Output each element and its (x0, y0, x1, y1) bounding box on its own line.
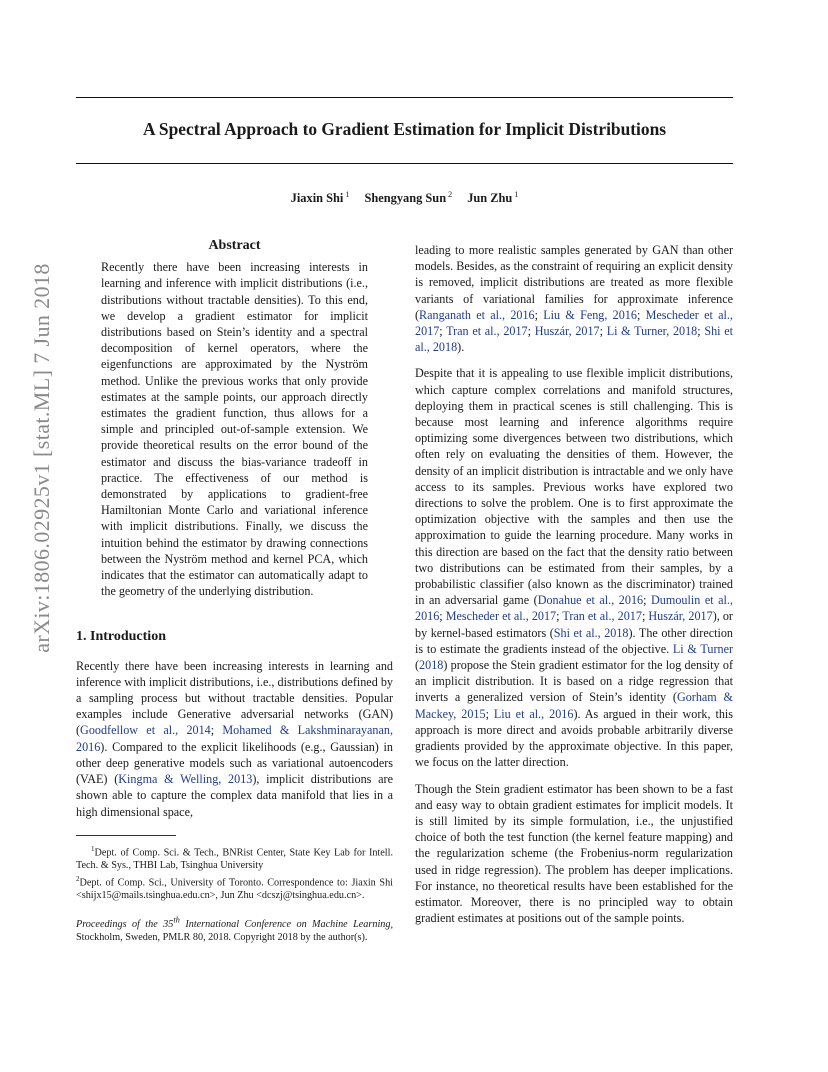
citation-link[interactable]: Huszár, 2017 (648, 609, 713, 624)
body-text: ( (415, 658, 420, 673)
body-text: ; (439, 324, 447, 339)
body-text: ; (636, 307, 646, 322)
author-list (76, 190, 733, 206)
author-name: Shengyang Sun (364, 191, 447, 206)
citation-link[interactable]: Li & Turner, 2018 (606, 324, 698, 339)
body-text: ; (641, 609, 649, 624)
citation-link[interactable]: Gorham & Mackey, 2015 (415, 690, 733, 721)
citation-link[interactable]: Huszár, 2017 (534, 324, 600, 339)
body-text: ) propose the Stein gradient estimator for the log density of an implicit distribution. It is based on a ridge regression that inverts a generalized version of Stein’s identity ( (415, 658, 733, 705)
abstract-heading: Abstract (208, 238, 261, 253)
body-paragraph (415, 242, 733, 355)
arxiv-identifier: arXiv:1806.02925v1 [stat.ML] 7 Jun 2018 (29, 263, 54, 653)
body-text: ). Compared to the explicit likelihoods (e.g., Gaussian) in other deep generative models such as variational autoencoders (VAE) ( (76, 739, 393, 787)
introduction-paragraph (76, 658, 393, 820)
proceedings-text: Proceedings of the 35 (76, 919, 174, 931)
body-text: ; (599, 324, 607, 339)
citation-link[interactable]: Goodfellow et al., 2014 (80, 723, 211, 738)
right-column (415, 242, 733, 926)
citation-link[interactable]: Liu et al., 2016 (493, 706, 574, 721)
title-rule-top (76, 97, 733, 98)
title-rule-bottom (76, 163, 733, 164)
body-text: ; (643, 593, 652, 608)
body-text: ; (556, 609, 563, 624)
paper-title: A Spectral Approach to Gradient Estimation for Implicit Distributions (142, 119, 667, 139)
footnote-1 (76, 843, 393, 873)
left-column (76, 238, 393, 945)
proceedings-ordinal: th (173, 914, 180, 925)
footnote-mark: 1 (91, 844, 95, 853)
author-name: Jun Zhu (467, 191, 513, 206)
body-text: ). The other direction is to estimate the gradients instead of the objective. (415, 625, 733, 656)
body-text: ). (457, 340, 465, 355)
citation-link[interactable]: Tran et al., 2017 (446, 324, 528, 339)
footnote-2 (76, 873, 393, 903)
author-affiliation-mark: 1 (345, 190, 350, 199)
author (467, 191, 518, 205)
proceedings-text: International Conference on Machine Learning (179, 919, 391, 931)
footnotes (76, 843, 393, 903)
body-text: ), implicit distributions are shown able to capture the complex data manifold that lies in a high dimensional space, (76, 772, 393, 819)
body-text: ). As argued in their work, this approach is more direct and avoids probable arbitrarily diverse gradients provided by the approximate objective. In this paper, we focus on the latter direction. (415, 706, 733, 770)
body-paragraph (415, 365, 733, 770)
footnote-text: Dept. of Comp. Sci., University of Toronto. Correspondence to: Jiaxin Shi <shijx15@mails.tsinghua.edu.cn>, Jun Zhu <dcszj@tsinghua.edu.cn>. (76, 877, 393, 902)
citation-link[interactable]: Mescheder et al., 2017 (415, 307, 733, 339)
section-heading-introduction: 1. Introduction (76, 629, 166, 645)
body-text: ; (485, 706, 494, 721)
footnote-mark: 2 (76, 874, 80, 883)
author (291, 191, 350, 205)
author (364, 191, 452, 205)
author-affiliation-mark: 2 (448, 190, 453, 199)
citation-link[interactable]: Kingma & Welling, 2013 (118, 772, 253, 787)
citation-link[interactable]: Donahue et al., 2016 (537, 593, 644, 608)
proceedings-venue (76, 914, 391, 931)
body-text: ; (527, 324, 535, 339)
citation-link[interactable]: Shi et al., 2018 (553, 625, 629, 640)
footnote-divider (76, 835, 176, 836)
body-text: Despite that it is appealing to use flexible implicit distributions, which capture complex correlations and manifold structures, deploying them in practical scenes is still challenging. This is because most learning and inference algorithms require optimizing some divergences between two distributions, which often rely on evaluating the densities of them. However, the density of an implicit distribution is intractable and we only have access to its samples. Previous works have explored two directions to solve the problem. One is to first approximate the optimization objective with the samples and then use the approximation to guide the learning procedure. Many works in this direction are based on the fact that the density ratio between two distributions can be estimated from their samples, by a probabilistic classifier (also known as the discriminator) trained in an adversarial game ( (415, 366, 733, 608)
body-text: leading to more realistic samples generated by GAN than other models. Besides, as the constraint of requiring an explicit density is removed, implicit distributions are treated as more flexible variants of variational families for approximate inference ( (415, 243, 733, 322)
body-text: ), or by kernel-based estimators ( (415, 609, 733, 640)
citation-link[interactable]: Liu & Feng, 2016 (543, 307, 637, 322)
author-name: Jiaxin Shi (290, 191, 344, 206)
citation-link[interactable]: Shi et al., 2018 (415, 324, 733, 355)
citation-link[interactable]: Ranganath et al., 2016 (419, 307, 535, 322)
citation-link[interactable]: Dumoulin et al., 2016 (415, 593, 733, 624)
body-text: ; (534, 307, 544, 322)
proceedings-text: , Stockholm, Sweden, PMLR 80, 2018. Copyright 2018 by the author(s). (76, 919, 394, 944)
proceedings-note (76, 914, 393, 945)
body-text: ; (697, 324, 705, 339)
abstract-text: Recently there have been increasing interests in learning and inference with implicit distributions (i.e., distributions without tractable densities). To this end, we develop a gradient estimator for implicit distributions based on Stein’s identity and a spectral decomposition of kernel operators, where the eigenfunctions are approximated by the Nyström method. Unlike the previous works that only provide estimates at the sample points, our approach directly estimates the gradient function, thus allows for a simple and principled out-of-sample extension. We provide theoretical results on the error bound of the estimator and discuss the bias-variance tradeoff in practice. The effectiveness of our method is demonstrated by applications to gradient-free Hamiltonian Monte Carlo and variational inference with implicit distributions. Finally, we discuss the intuition behind the estimator by drawing connections between the Nyström method and kernel PCA, which indicates that the estimator can automatically adapt to the geometry of the underlying distribution. (101, 260, 368, 599)
body-text: ; (439, 609, 446, 624)
body-text: ; (210, 723, 223, 738)
author-affiliation-mark: 1 (514, 190, 519, 199)
citation-link[interactable]: Tran et al., 2017 (562, 609, 642, 624)
footnote-text: Dept. of Comp. Sci. & Tech., BNRist Center, State Key Lab for Intell. Tech. & Sys., THBI Lab, Tsinghua University (76, 847, 393, 872)
body-text: Recently there have been increasing interests in learning and inference with implicit distributions, i.e., distributions defined by a sampling process but without tractable densities. Popular examples include Generative adversarial networks (GAN) ( (76, 658, 393, 738)
citation-link[interactable]: Mescheder et al., 2017 (445, 609, 557, 624)
citation-link[interactable]: 2018 (419, 658, 444, 673)
citation-link[interactable]: Li & Turner (672, 641, 733, 656)
body-paragraph: Though the Stein gradient estimator has been shown to be a fast and easy way to obtain gradient estimates for implicit models. It is still limited by its simple formulation, i.e., the unjustified choice of both the test function (the kernel feature mapping) and the regularization scheme (the Frobenius-norm regularization used in ridge regression). The problem has deeper implications. For instance, no theoretical results have been established for the estimator. Moreover, there is no principled way to obtain gradient estimates at positions out of the sample points. (415, 781, 733, 926)
citation-link[interactable]: Mohamed & Lakshminarayanan, 2016 (76, 723, 393, 754)
